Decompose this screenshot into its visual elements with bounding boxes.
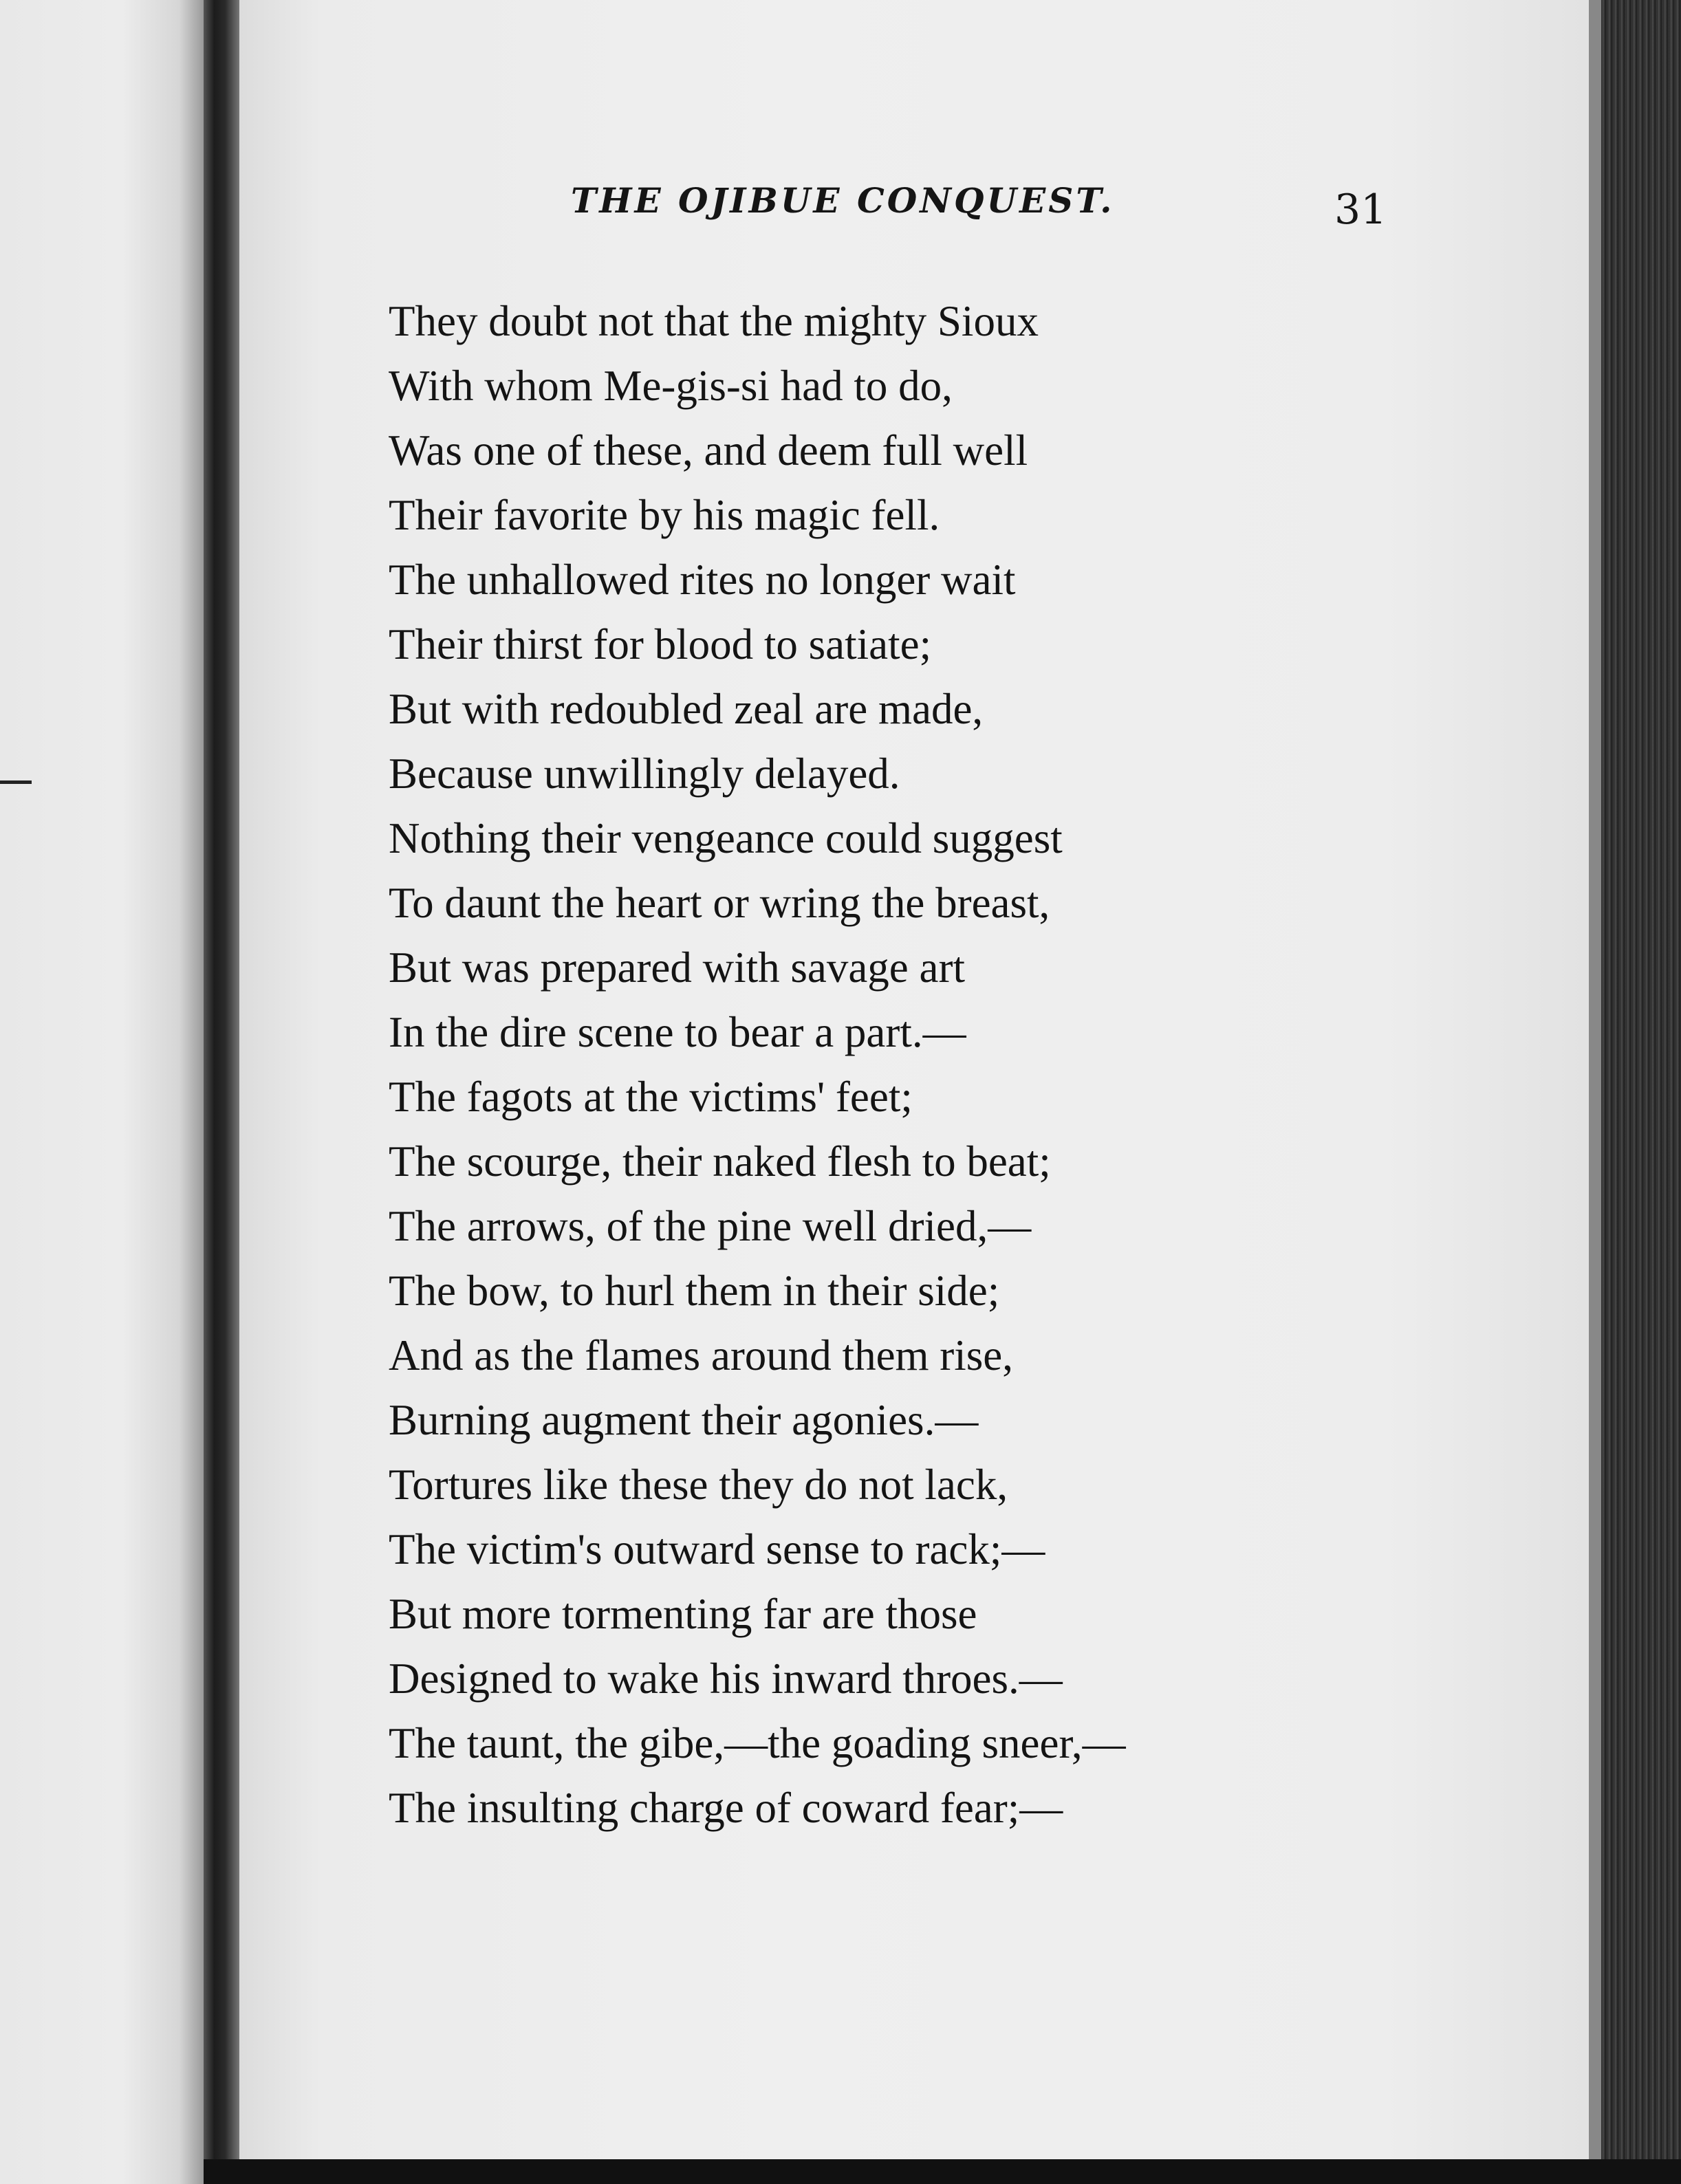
verse-line: But with redoubled zeal are made,: [389, 685, 984, 733]
verse-line: The fagots at the victims' feet;: [389, 1073, 913, 1121]
verse-line: The victim's outward sense to rack;—: [389, 1525, 1045, 1573]
verse-line: Burning augment their agonies.—: [389, 1396, 979, 1444]
verse-line: With whom Me-gis-si had to do,: [389, 362, 953, 410]
verse-line: The insulting charge of coward fear;—: [389, 1784, 1063, 1832]
book-gutter: [204, 0, 239, 2184]
page-fore-edge: [1589, 0, 1681, 2184]
verse-line: To daunt the heart or wring the breast,: [389, 879, 1050, 927]
verse-line: Their thirst for blood to satiate;: [389, 620, 932, 668]
verse-line: The bow, to hurl them in their side;: [389, 1267, 1000, 1315]
verse-line: The arrows, of the pine well dried,—: [389, 1202, 1032, 1250]
verse-line: Because unwillingly delayed.: [389, 750, 900, 798]
verse-line: And as the flames around them rise,: [389, 1331, 1013, 1379]
verse-line: Tortures like these they do not lack,: [389, 1461, 1008, 1509]
page-number: 31: [1334, 186, 1387, 234]
verse-line: They doubt not that the mighty Sioux: [389, 297, 1039, 345]
verse-line: Designed to wake his inward throes.—: [389, 1655, 1063, 1703]
verse-line: Their favorite by his magic fell.: [389, 491, 940, 539]
page-edge-highlight: [1589, 0, 1601, 2184]
verse-line: But was prepared with savage art: [389, 943, 965, 992]
verse-line: But more tormenting far are those: [389, 1590, 977, 1638]
running-head: THE OJIBUE CONQUEST.: [571, 180, 1115, 221]
poem-text: [389, 289, 1126, 1840]
facing-page-mark: [0, 780, 32, 784]
scan-bottom-border: [204, 2159, 1681, 2184]
verse-line: The taunt, the gibe,—the goading sneer,—: [389, 1719, 1126, 1767]
verse-line: The scourge, their naked flesh to beat;: [389, 1137, 1051, 1186]
verse-line: Nothing their vengeance could suggest: [389, 814, 1063, 862]
verse-line: Was one of these, and deem full well: [389, 426, 1028, 474]
verse-line: In the dire scene to bear a part.—: [389, 1008, 966, 1056]
facing-page-edge: [0, 0, 204, 2184]
verse-line: The unhallowed rites no longer wait: [389, 556, 1016, 604]
